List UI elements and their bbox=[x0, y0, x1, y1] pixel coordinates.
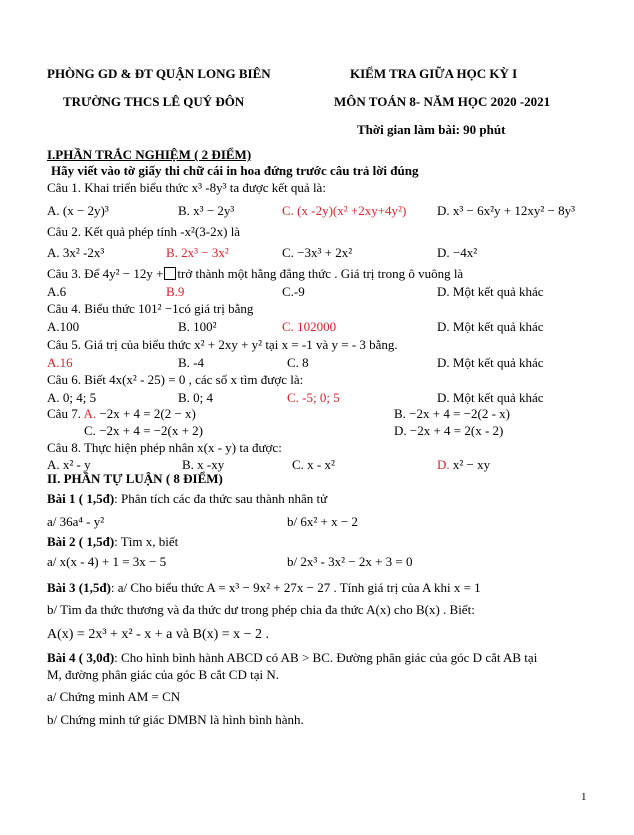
blank-square bbox=[164, 267, 176, 280]
q4-option-a: A.100 bbox=[47, 319, 80, 334]
q3-stem: Câu 3. Để 4y² − 12y + trở thành một hằng đẳng thức . Giá trị trong ô vuông là bbox=[47, 266, 464, 281]
q2-option-a: A. 3x² -2x³ bbox=[47, 245, 105, 260]
q1-option-a: A. (x − 2y)³ bbox=[47, 203, 109, 218]
b4-heading: Bài 4 ( 3,0đ): Cho hình bình hành ABCD có AB > BC. Đường phân giác của góc D cắt AB tại bbox=[47, 650, 538, 665]
q6-option-b: B. 0; 4 bbox=[178, 390, 214, 405]
part1-title: I.PHẦN TRẮC NGHIỆM ( 2 ĐIỂM) bbox=[47, 147, 252, 162]
q2-stem: Câu 2. Kết quả phép tính -x²(3-2x) là bbox=[47, 224, 241, 239]
q7-option-a: Câu 7. A. −2x + 4 = 2(2 − x) bbox=[47, 406, 196, 421]
q8-option-d: D. x² − xy bbox=[437, 457, 491, 472]
subject-year: MÔN TOÁN 8- NĂM HỌC 2020 -2021 bbox=[334, 94, 551, 109]
q4-option-c: C. 102000 bbox=[282, 319, 337, 334]
q8-stem: Câu 8. Thực hiện phép nhân x(x - y) ta được: bbox=[47, 440, 282, 455]
q6-option-c: C. -5; 0; 5 bbox=[287, 390, 340, 405]
q5-stem: Câu 5. Giá trị của biểu thức x² + 2xy + y² tại x = -1 và y = - 3 bằng. bbox=[47, 337, 398, 352]
b4-line2: M, đường phân giác của góc B cắt CD tại N. bbox=[47, 667, 279, 682]
b2-part-b: b/ 2x³ - 3x² − 2x + 3 = 0 bbox=[287, 554, 413, 569]
page-number: 1 bbox=[581, 791, 587, 803]
q7-option-b: B. −2x + 4 = −2(2 - x) bbox=[394, 406, 510, 421]
q6-option-d: D. Một kết quả khác bbox=[437, 390, 544, 405]
b3-line3: A(x) = 2x³ + x² - x + a và B(x) = x − 2 . bbox=[47, 627, 270, 642]
q5-option-d: D. Một kết quả khác bbox=[437, 355, 544, 370]
b3-line2: b/ Tìm đa thức thương và đa thức dư trong phép chia đa thức A(x) cho B(x) . Biết: bbox=[47, 602, 475, 617]
q3-option-d: D. Một kết quả khác bbox=[437, 284, 544, 299]
q8-option-c: C. x - x² bbox=[292, 457, 335, 472]
q1-option-b: B. x³ − 2y³ bbox=[178, 203, 235, 218]
q3-option-c: C.-9 bbox=[282, 284, 305, 299]
q6-stem: Câu 6. Biết 4x(x² - 25) = 0 , các số x tìm được là: bbox=[47, 372, 304, 387]
exam-time: Thời gian làm bài: 90 phút bbox=[357, 122, 506, 137]
q5-option-b: B. -4 bbox=[178, 355, 204, 370]
q2-option-d: D. −4x² bbox=[437, 245, 478, 260]
part2-title: II. PHẦN TỰ LUẬN ( 8 ĐIỂM) bbox=[47, 471, 223, 486]
q5-option-a: A.16 bbox=[47, 355, 73, 370]
q1-option-c: C. (x -2y)(x² +2xy+4y²) bbox=[282, 203, 407, 218]
part1-instruction: Hãy viết vào tờ giấy thi chữ cái in hoa đứng trước câu trả lời đúng bbox=[51, 163, 419, 178]
q1-stem: Câu 1. Khai triển biểu thức x³ -8y³ ta được kết quả là: bbox=[47, 180, 326, 195]
q1-option-d: D. x³ − 6x²y + 12xy² − 8y³ bbox=[437, 203, 575, 218]
q6-option-a: A. 0; 4; 5 bbox=[47, 390, 97, 405]
q4-option-d: D. Một kết quả khác bbox=[437, 319, 544, 334]
b2-heading: Bài 2 ( 1,5đ): Tìm x, biết bbox=[47, 534, 179, 549]
dept-name: PHÒNG GD & ĐT QUẬN LONG BIÊN bbox=[47, 66, 271, 81]
b4-part-b: b/ Chứng minh tứ giác DMBN là hình bình hành. bbox=[47, 712, 304, 727]
exam-title: KIỂM TRA GIỮA HỌC KỲ I bbox=[350, 66, 518, 81]
q8-option-a: A. x² - y bbox=[47, 457, 91, 472]
q3-option-a: A.6 bbox=[47, 284, 67, 299]
q7-option-d: D. −2x + 4 = 2(x - 2) bbox=[394, 423, 504, 438]
b1-part-b: b/ 6x² + x − 2 bbox=[287, 514, 358, 529]
school-name: TRƯỜNG THCS LÊ QUÝ ĐÔN bbox=[63, 94, 245, 109]
b2-part-a: a/ x(x - 4) + 1 = 3x − 5 bbox=[47, 554, 167, 569]
q4-option-b: B. 100² bbox=[178, 319, 217, 334]
q2-option-c: C. −3x³ + 2x² bbox=[282, 245, 353, 260]
q4-stem: Câu 4. Biểu thức 101² −1có giá trị bằng bbox=[47, 301, 254, 316]
b1-heading: Bài 1 ( 1,5đ): Phân tích các đa thức sau thành nhân tử bbox=[47, 491, 328, 506]
b3-heading: Bài 3 (1,5đ): a/ Cho biểu thức A = x³ − 9x² + 27x − 27 . Tính giá trị của A khi x = 1 bbox=[47, 580, 481, 595]
q2-option-b: B. 2x³ − 3x² bbox=[166, 245, 229, 260]
q7-option-c: C. −2x + 4 = −2(x + 2) bbox=[84, 423, 203, 438]
b1-part-a: a/ 36a⁴ - y² bbox=[47, 514, 105, 529]
q3-option-b: B.9 bbox=[166, 284, 185, 299]
q8-option-b: B. x -xy bbox=[182, 457, 225, 472]
q5-option-c: C. 8 bbox=[287, 355, 309, 370]
b4-part-a: a/ Chứng minh AM = CN bbox=[47, 689, 181, 704]
